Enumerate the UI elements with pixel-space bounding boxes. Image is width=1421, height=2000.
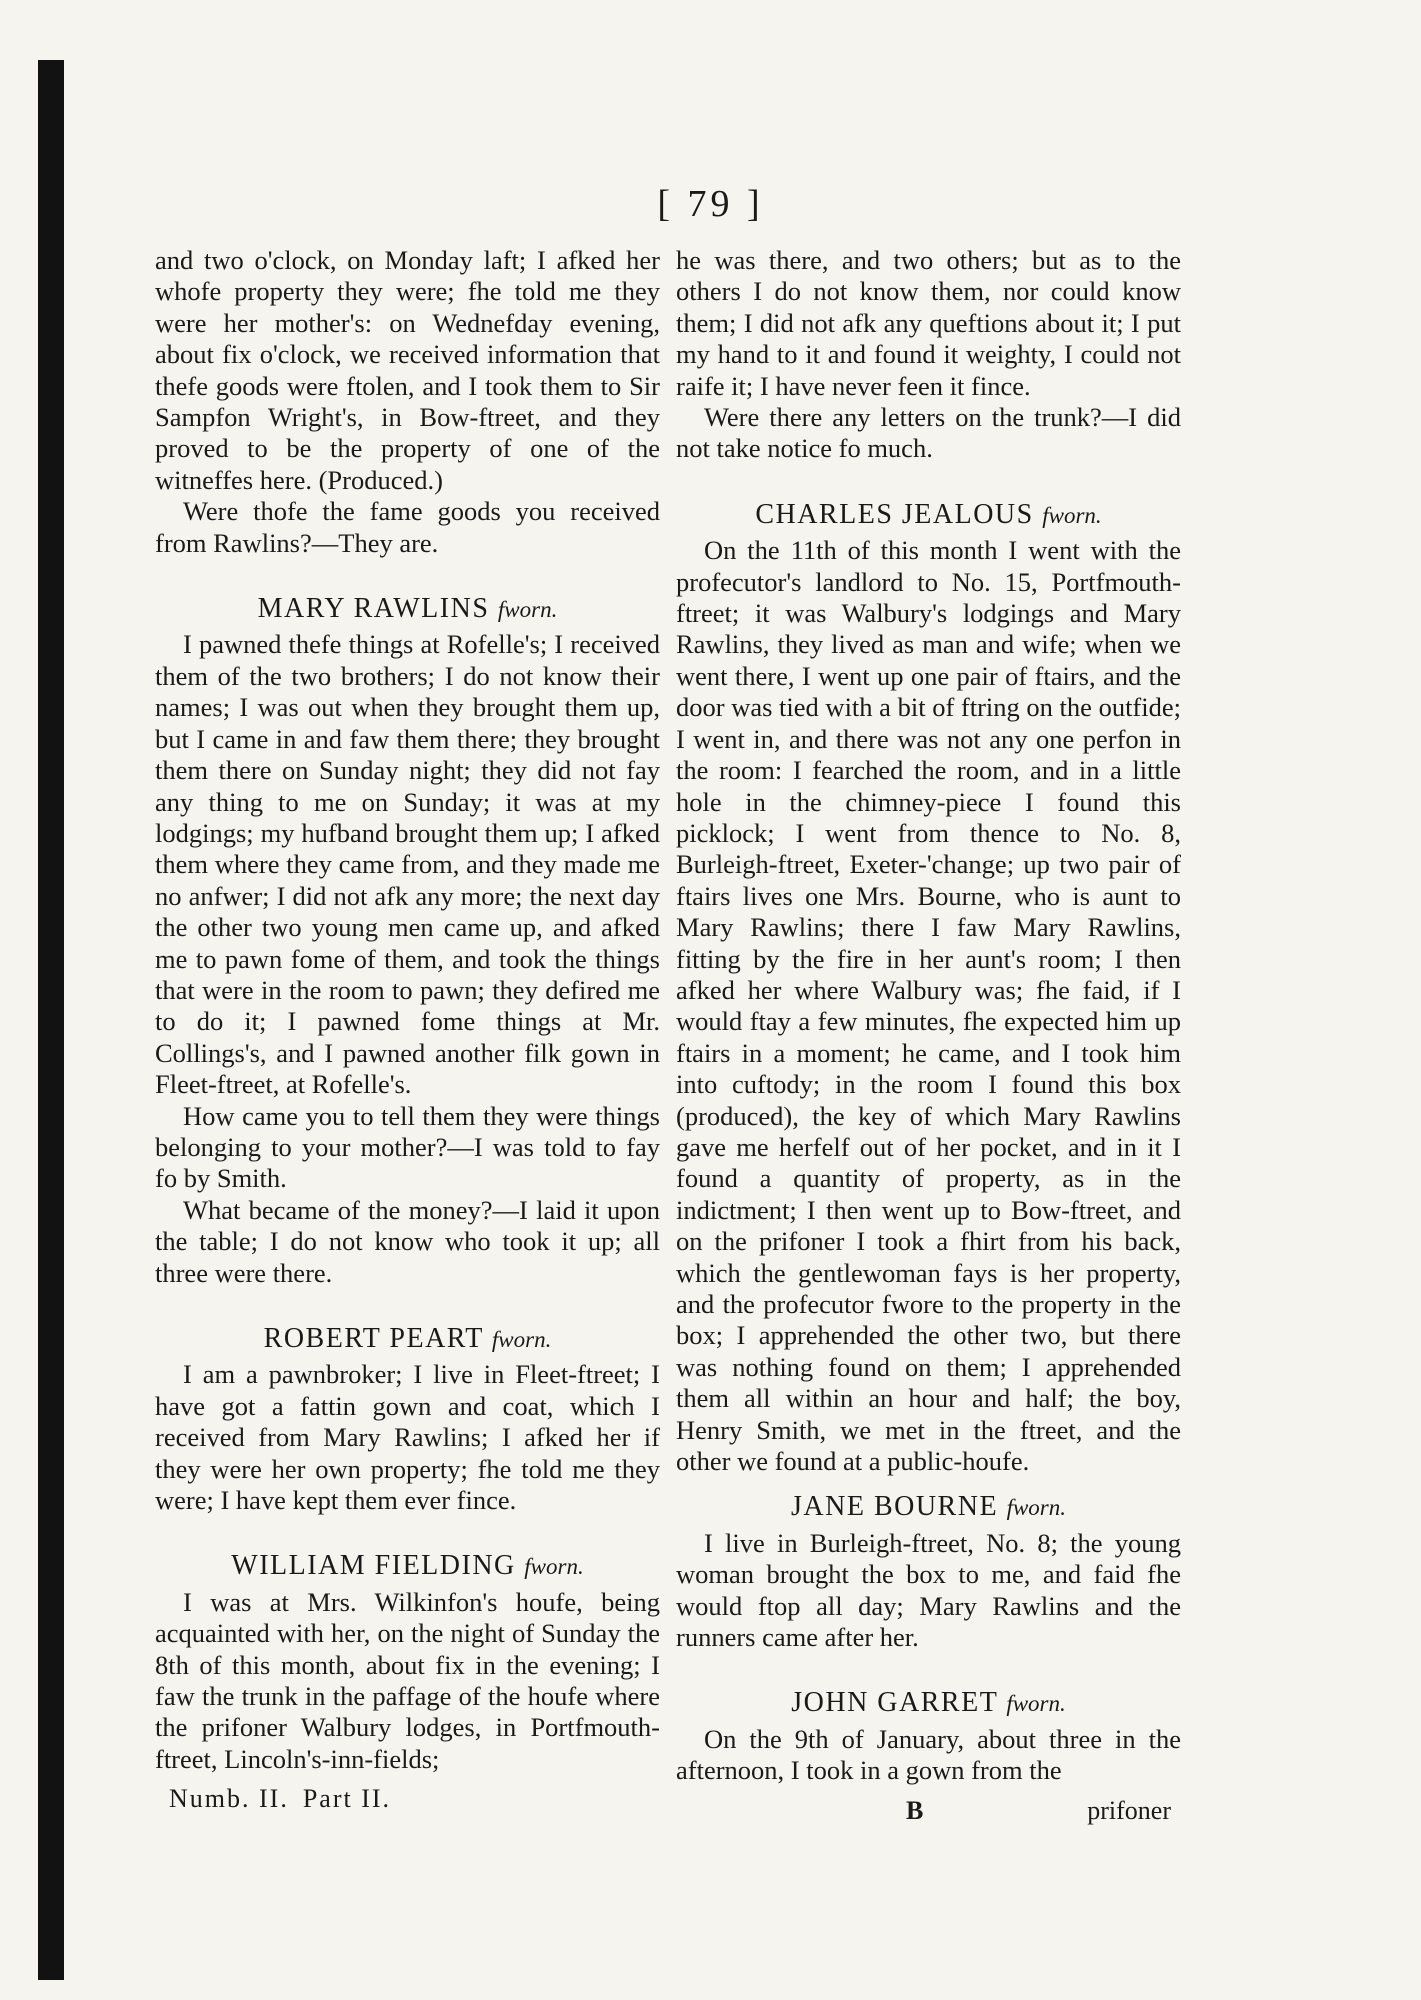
sworn-label: fworn. bbox=[491, 1327, 552, 1352]
sworn-label: fworn. bbox=[1042, 502, 1102, 528]
footer-signature-line bbox=[155, 1783, 660, 1814]
paragraph: Were there any letters on the trunk?—I did not take notice fo much. bbox=[676, 402, 1181, 464]
paragraph: and two o'clock, on Monday laft; I afked her whofe property they were; fhe told me they were her mother's: on Wednefday evening, about fix o'clock, we received information that thefe goods were ftolen, and I took them to Sir Sampfon Wright's, in Bow-ftreet, and they proved to be the property of one of the witneffes here. (Produced.) bbox=[155, 245, 660, 495]
page-number: [ 79 ] bbox=[657, 183, 764, 225]
paragraph: How came you to tell them they were things belonging to your mother?—I was told to fay fo by Smith. bbox=[155, 1100, 660, 1194]
paragraph: On the 9th of January, about three in the afternoon, I took in a gown from the bbox=[676, 1723, 1181, 1786]
paragraph: I was at Mrs. Wilkinfon's houfe, being acquainted with her, on the night of Sunday the 8th of this month, about fix in the evening; I faw the trunk in the paffage of the houfe where the prifoner Walbury lodges, in Portfmouth-ftreet, Lincoln's-inn-fields; bbox=[155, 1586, 660, 1774]
witness-name: JANE BOURNE bbox=[791, 1491, 999, 1523]
left-column bbox=[155, 245, 660, 1815]
witness-heading bbox=[155, 593, 660, 625]
paragraph: I am a pawnbroker; I live in Fleet-ftreet; I have got a fattin gown and coat, which I received from Mary Rawlins; I afked her if they were her own property; fhe told me they were; I have kept them ever fince. bbox=[155, 1359, 660, 1516]
witness-name: ROBERT PEART bbox=[263, 1323, 484, 1354]
witness-name: WILLIAM FIELDING bbox=[231, 1550, 516, 1582]
witness-heading bbox=[676, 499, 1181, 531]
catchword-line bbox=[676, 1795, 1181, 1826]
witness-name: MARY RAWLINS bbox=[257, 593, 490, 625]
sworn-label: fworn. bbox=[1006, 1495, 1066, 1521]
sworn-label: fworn. bbox=[497, 597, 558, 623]
sworn-label: fworn. bbox=[524, 1554, 584, 1580]
witness-heading bbox=[155, 1550, 660, 1582]
paragraph: he was there, and two others; but as to the others I do not know them, nor could know them; I did not afk any queftions about it; I put my hand to it and found it weighty, I could not raife it; I have never feen it fince. bbox=[676, 245, 1181, 401]
signature-mark: B bbox=[906, 1795, 924, 1825]
witness-heading bbox=[676, 1687, 1181, 1719]
paragraph: What became of the money?—I laid it upon the table; I do not know who took it up; all three were there. bbox=[155, 1194, 660, 1288]
witness-name: CHARLES JEALOUS bbox=[755, 498, 1034, 530]
witness-name: JOHN GARRET bbox=[791, 1687, 998, 1719]
sworn-label: fworn. bbox=[1006, 1691, 1066, 1717]
footer-number: Numb. II. bbox=[169, 1784, 289, 1814]
paragraph: I live in Burleigh-ftreet, No. 8; the young woman brought the box to me, and faid fhe would ftop all day; Mary Rawlins and the runners came after her. bbox=[676, 1527, 1181, 1653]
witness-heading bbox=[676, 1491, 1181, 1523]
footer-part: Part II. bbox=[302, 1784, 392, 1814]
paragraph: I pawned thefe things at Rofelle's; I received them of the two brothers; I do not know their names; I was out when they brought them up, but I came in and faw them there; they brought them there on Sunday night; they did not fay any thing to me on Sunday; it was at my lodgings; my hufband brought them up; I afked them where they came from, and they made me no anfwer; I did not afk any more; the next day the other two young men came up, and afked me to pawn fome of them, and took the things that were in the room to pawn; they defired me to do it; I pawned fome things at Mr. Collings's, and I pawned another filk gown in Fleet-ftreet, at Rofelle's. bbox=[155, 629, 660, 1100]
catchword: prifoner bbox=[1087, 1795, 1171, 1825]
right-column bbox=[676, 245, 1181, 1826]
paragraph: Were thofe the fame goods you received from Rawlins?—They are. bbox=[155, 496, 660, 558]
witness-heading bbox=[155, 1323, 660, 1355]
book-binding-edge bbox=[38, 60, 64, 1980]
paragraph: On the 11th of this month I went with the profecutor's landlord to No. 15, Portfmouth-ftreet; it was Walbury's lodgings and Mary Rawlins, they lived as man and wife; when we went there, I went up one pair of ftairs, and the door was tied with a bit of ftring on the outfide; I went in, and there was not any one perfon in the room: I fearched the room, and in a little hole in the chimney-piece I found this picklock; I went from thence to No. 8, Burleigh-ftreet, Exeter-'change; up two pair of ftairs lives one Mrs. Bourne, who is aunt to Mary Rawlins; there I faw Mary Rawlins, fitting by the fire in her aunt's room; I then afked her where Walbury was; fhe faid, if I would ftay a few minutes, fhe expected him up ftairs in a moment; he came, and I took him into cuftody; in the room I found this box (produced), the key of which Mary Rawlins gave me herfelf out of her pocket, and in it I found a quantity of property, as in the indictment; I then went up to Bow-ftreet, and on the prifoner I took a fhirt from his back, which the gentlewoman fays is her property, and the profecutor fwore to the property in the box; I apprehended the other two, but there was nothing found on them; I apprehended them all within an hour and half; the boy, Henry Smith, we met in the ftreet, and the other we found at a public-houfe. bbox=[676, 535, 1181, 1477]
